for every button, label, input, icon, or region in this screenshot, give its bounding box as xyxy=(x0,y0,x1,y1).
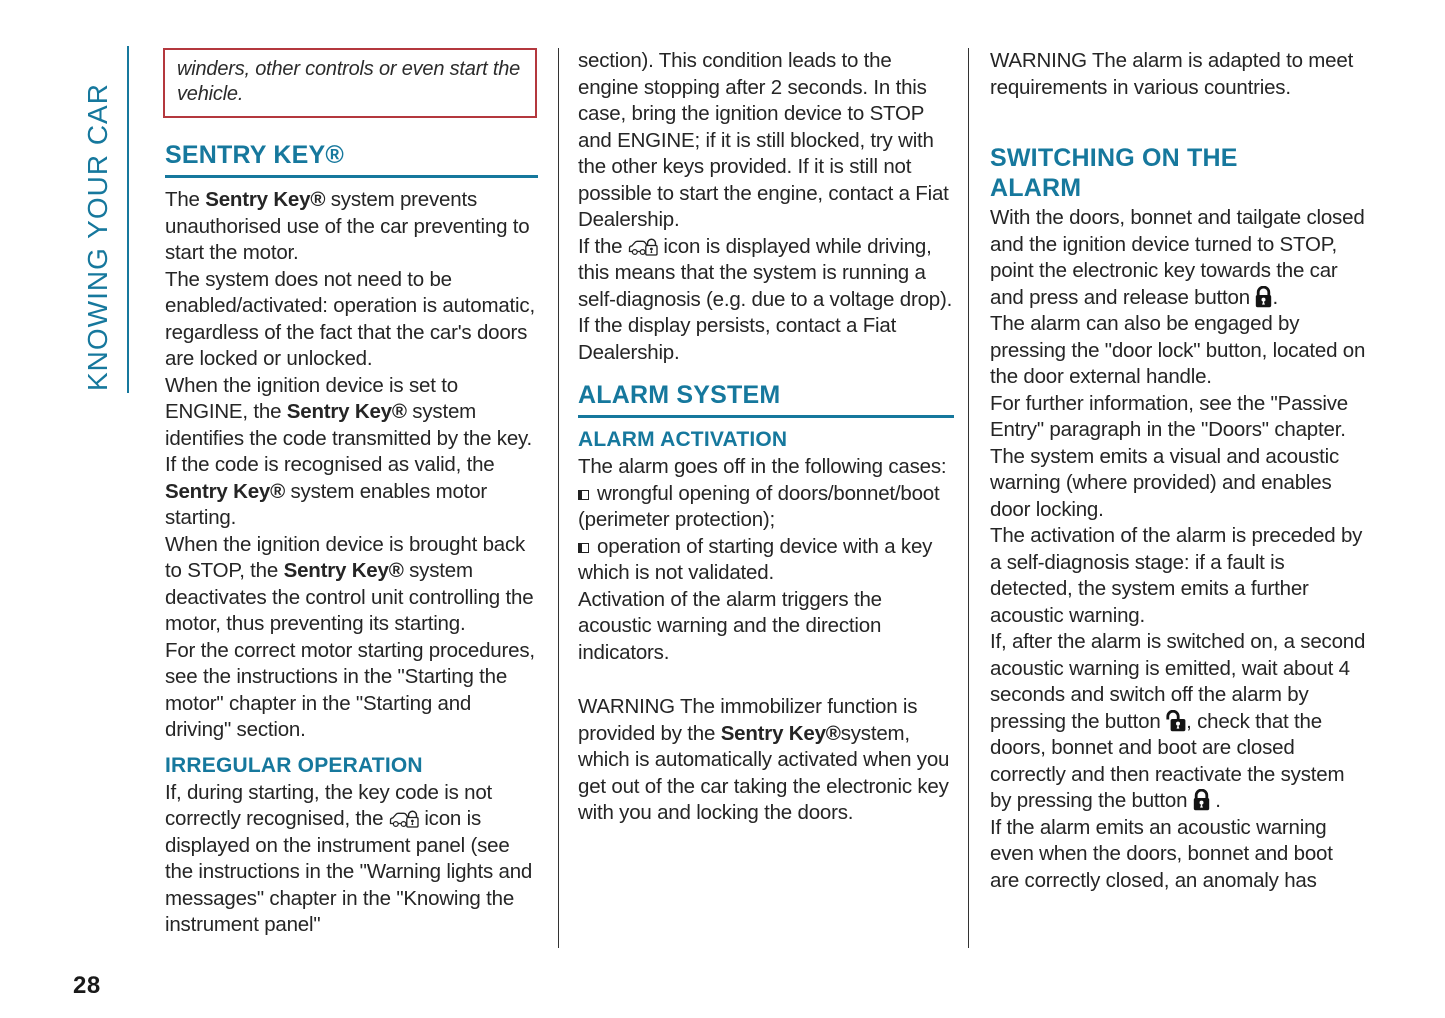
section-heading: SENTRY KEY® xyxy=(165,140,538,178)
paragraph: The activation of the alarm is preceded by a self-diagnosis stage: if a fault is detected, the system emits a further acoustic warning. xyxy=(990,524,1363,627)
section-heading: ALARM SYSTEM xyxy=(578,380,954,418)
paragraph: The Sentry Key® system prevents unauthorised use of the car preventing to start the motor. xyxy=(165,188,530,264)
paragraph: Activation of the alarm triggers the acoustic warning and the direction indicators. xyxy=(578,587,882,664)
paragraph: section). This condition leads to the engine stopping after 2 seconds. In this case, bring the ignition device to STOP and ENGINE; if it is still blocked, try with the other keys provided. If it is still not possible to start the engine, contact a Fiat Dealership. xyxy=(578,49,949,231)
paragraph: When the ignition device is brought back to STOP, the Sentry Key® system deactivates the control unit controlling the motor, thus preventing its starting. xyxy=(165,532,534,635)
section-heading: SWITCHING ON THE ALARM xyxy=(990,144,1238,202)
column-divider-2 xyxy=(968,48,969,948)
note-box xyxy=(163,48,537,118)
lock-closed-icon xyxy=(1193,788,1210,815)
page-number: 28 xyxy=(73,972,101,999)
column-1 xyxy=(165,140,538,939)
spacer xyxy=(578,666,954,694)
paragraph: The alarm can also be engaged by pressing the "door lock" button, located on the door external handle. xyxy=(990,312,1366,388)
sub-heading: ALARM ACTIVATION xyxy=(578,428,788,451)
paragraph: WARNING The immobilizer function is provided by the Sentry Key®system, which is automatically activated when you get out of the car taking the electronic key with you and locking the doors. xyxy=(578,695,950,824)
paragraph: The system does not need to be enabled/activated: operation is automatic, regardless of the fact that the car's doors are locked or unlocked. xyxy=(165,267,535,370)
vehicle-lock-icon xyxy=(389,806,419,833)
paragraph: When the ignition device is set to ENGINE, the Sentry Key® system identifies the code transmitted by the key. If the code is recognised as valid, the Sentry Key® system enables motor starting. xyxy=(165,373,533,529)
sub-heading: IRREGULAR OPERATION xyxy=(165,753,423,777)
sidebar-rule xyxy=(127,46,129,393)
paragraph: If, during starting, the key code is not correctly recognised, the icon is displayed on the instrument panel (see the instructions in the "Warning lights and messages" chapter in the "Knowing the instrument panel" xyxy=(165,780,533,936)
paragraph: If, after the alarm is switched on, a second acoustic warning is emitted, wait about 4 seconds and switch off the alarm by pressing the button , check that the doors, bonnet and boot are closed correctly and then reactivate the system by pressing the button . xyxy=(990,629,1366,815)
paragraph: The system emits a visual and acoustic warning (where provided) and enables door locking. xyxy=(990,444,1340,521)
vehicle-lock-icon xyxy=(628,234,658,261)
note-text: winders, other controls or even start the vehicle. xyxy=(177,58,521,105)
paragraph: WARNING The alarm is adapted to meet requirements in various countries. xyxy=(990,49,1354,99)
paragraph: With the doors, bonnet and tailgate closed and the ignition device turned to STOP, point the electronic key towards the car and press and release button . xyxy=(990,205,1366,311)
paragraph: The alarm goes off in the following cases: xyxy=(578,455,947,478)
paragraph: If the alarm emits an acoustic warning even when the doors, bonnet and boot are correctly closed, an anomaly has xyxy=(990,815,1333,892)
spacer xyxy=(990,101,1366,129)
bullet-item: wrongful opening of doors/bonnet/boot (perimeter protection); xyxy=(578,481,940,531)
paragraph: For the correct motor starting procedures, see the instructions in the "Starting the motor" chapter in the "Starting and driving" section. xyxy=(165,638,535,741)
bullet-item: operation of starting device with a key which is not validated. xyxy=(578,534,933,584)
column-2 xyxy=(578,48,954,827)
bullet-square-icon xyxy=(578,543,589,553)
paragraph: For further information, see the "Passive Entry" paragraph in the "Doors" chapter. xyxy=(990,391,1348,441)
lock-closed-icon xyxy=(1255,285,1272,312)
paragraph: If the icon is displayed while driving, this means that the system is running a self-diagnosis (e.g. due to a voltage drop). If the display persists, contact a Fiat Dealership. xyxy=(578,234,953,364)
column-3 xyxy=(990,48,1366,894)
bullet-square-icon xyxy=(578,490,589,500)
column-divider-1 xyxy=(558,48,559,948)
chapter-title-vertical: KNOWING YOUR CAR xyxy=(82,83,113,391)
lock-open-icon xyxy=(1166,709,1186,736)
